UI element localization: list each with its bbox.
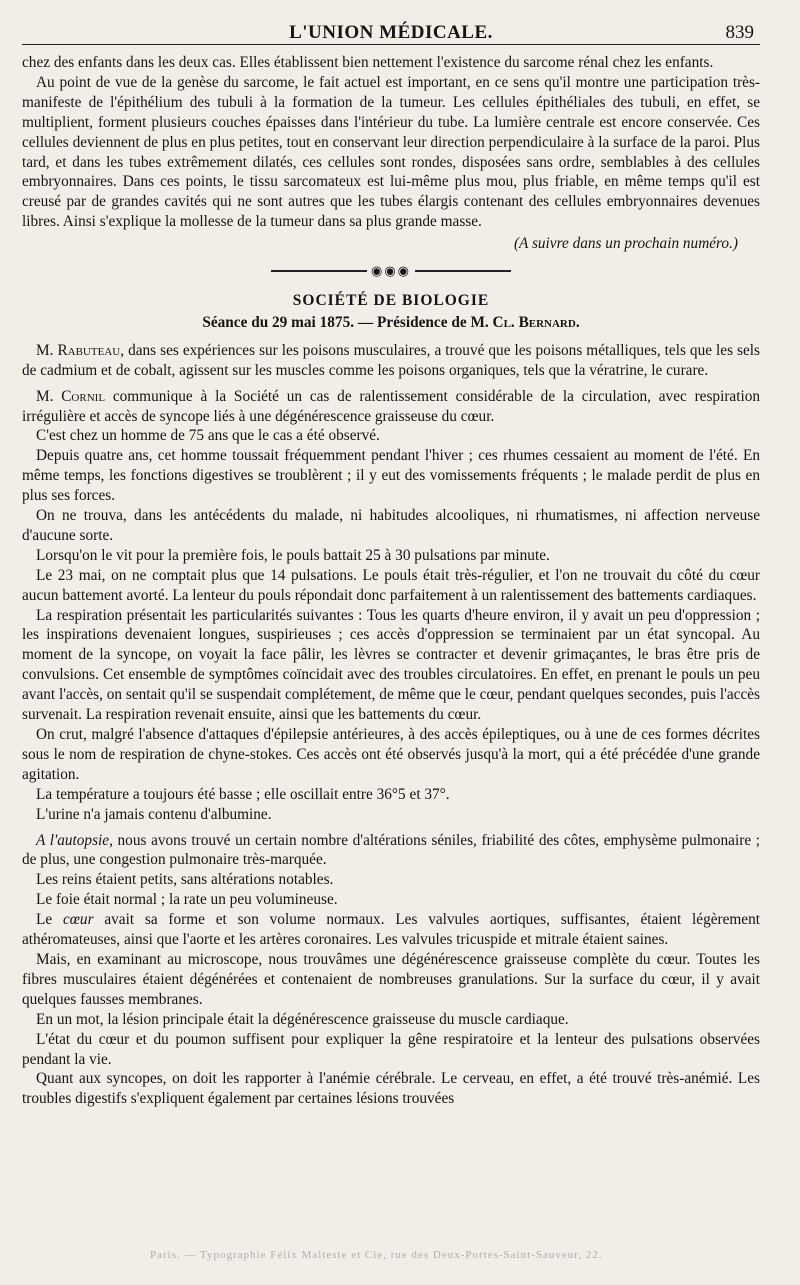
autopsy-lead: A l'autopsie, <box>36 831 113 849</box>
journal-title: L'UNION MÉDICALE. <box>289 22 493 43</box>
final-paragraph-3: L'état du cœur et du poumon suffisent pour expliquer la gêne respiratoire et la lenteur des pulsations observées pendant la vie. <box>22 1030 760 1068</box>
case-paragraph-2: Depuis quatre ans, cet homme toussait fréquemment pendant l'hiver ; ces rhumes cessaient au moment de l'été. En même temps, les fonctions digestives se troublèrent ; il y eut des vomissements fréquents ; le malade perdit de plus en plus ses forces. <box>22 447 760 505</box>
session-suffix: . <box>575 313 580 331</box>
intro-paragraph-2: Au point de vue de la genèse du sarcome, le fait actuel est important, en ce sens qu'il montre une participation très-manifeste de l'épithélium des tubuli à la formation de la tumeur. Les cellules épithéliales des tubuli, en effet, se multiplient, forment plusieurs couches épaisses dans l'intérieur du tube. La lumière centrale est encore conservée. Ces cellules deviennent de plus en plus petites, tout en conservant leur direction perpendiculaire à la surface de la paroi. Plus tard, et dans les tubes extrêmement dilatés, ces cellules sont rondes, disposées sans ordre, semblables à des cellules embryonnaires. Dans ces points, le tissu sarcomateux est lui-même plus mou, plus friable, en même temps qu'il est creusé par de grandes cavités qui ne sont autres que les tubes élargis contenant des cellules embryonnaires devenues libres. Ainsi s'explique la mollesse de la tumeur dans sa plus grande masse. <box>22 73 760 231</box>
heart-text: avait sa forme et son volume normaux. Les valvules aortiques, suffisantes, étaient légèrement athéromateuses, ainsi que l'aorte et les artères coronaires. Les valvules tricuspide et mitrale étaient saines. <box>22 911 760 949</box>
kidneys-paragraph: Les reins étaient petits, sans altérations notables. <box>36 871 334 889</box>
rabuteau-text: , dans ses expériences sur les poisons musculaires, a trouvé que les poisons métalliques, tels que les sels de cadmium et de cobalt, agissent sur les muscles comme les poisons organiques, tels que la vératrine, le curare. <box>22 341 761 379</box>
autopsy-text: nous avons trouvé un certain nombre d'altérations séniles, friabilité des côtes, emphysème pulmonaire ; de plus, une congestion pulmonaire très-marquée. <box>22 831 760 869</box>
rabuteau-prefix: M. <box>36 341 58 359</box>
cornil-prefix: M. <box>36 387 62 405</box>
case-paragraph-8: La température a toujours été basse ; elle oscillait entre 36°5 et 37°. <box>36 785 450 803</box>
session-prefix: Séance du 29 mai 1875. — Présidence de M. <box>202 313 493 331</box>
liver-paragraph: Le foie était normal ; la rate un peu volumineuse. <box>36 891 338 909</box>
page-number: 839 <box>725 22 754 43</box>
rabuteau-paragraph <box>22 341 760 381</box>
case-paragraph-6: La respiration présentait les particularités suivantes : Tous les quarts d'heure environ, il y avait un peu d'oppression ; les inspirations devenaient longues, suspirieuses ; ces accès d'oppression se terminaient par un état syncopal. Au moment de la syncope, on voyait la face pâlir, les lèvres se contracter et devenir grimaçantes, le bras être pris de convulsions. Cet ensemble de symptômes coïncidait avec des troubles circulatoires. En effet, en prenant le pouls un peu avant l'accès, on sentait qu'il se suspendait complétement, de même que le cœur, pendant quelques secondes, puis l'accès survenait. La respiration revenait ensuite, ainsi que les battements du cœur. <box>22 606 760 724</box>
final-paragraph-1: Mais, en examinant au microscope, nous trouvâmes une dégénérescence graisseuse complète du cœur. Toutes les fibres musculaires étaient dégénérées et contenaient de nombreuses granulations. Sur la surface du cœur, il y avait quelques fausses membranes. <box>22 950 760 1008</box>
session-line <box>22 313 760 333</box>
final-paragraph-2: En un mot, la lésion principale était la dégénérescence graisseuse du muscle cardiaque. <box>36 1010 569 1028</box>
bleed-through-footer: Paris. — Typographie Félix Malteste et Cie, rue des Deux-Portes-Saint-Sauveur, 22. <box>150 1249 603 1261</box>
case-paragraph-5: Le 23 mai, on ne comptait plus que 14 pulsations. Le pouls était très-régulier, et l'on ne trouvait du côté du cœur aucun battement avorté. La lenteur du pouls répondait donc parfaitement à un ralentissement des battements cardiaques. <box>22 566 760 604</box>
autopsy-paragraph <box>22 831 760 871</box>
cornil-text: communique à la Société un cas de ralentissement considérable de la circulation, avec respiration irrégulière et accès de syncope liés à une dégénérescence graisseuse du cœur. <box>22 387 761 425</box>
divider-line-left <box>271 270 367 272</box>
case-paragraph-4: Lorsqu'on le vit pour la première fois, le pouls battait 25 à 30 pulsations par minute. <box>36 546 550 564</box>
heart-word: cœur <box>62 911 94 929</box>
article-body <box>22 53 760 1109</box>
continuation-note: (A suivre dans un prochain numéro.) <box>513 235 738 253</box>
final-paragraph-4: Quant aux syncopes, on doit les rapporter à l'anémie cérébrale. Le cerveau, en effet, a été trouvé très-anémié. Les troubles digestifs s'expliquent également par certaines lésions trouvées <box>22 1070 760 1108</box>
case-paragraph-9: L'urine n'a jamais contenu d'albumine. <box>36 805 272 823</box>
divider-line-right <box>415 270 511 272</box>
rabuteau-name: Rabuteau <box>57 341 121 359</box>
heart-paragraph <box>22 910 760 950</box>
section-title: SOCIÉTÉ DE BIOLOGIE <box>292 291 490 309</box>
case-paragraph-3: On ne trouva, dans les antécédents du malade, ni habitudes alcooliques, ni rhumatismes, ni affection nerveuse d'aucune sorte. <box>22 507 760 544</box>
case-paragraph-7: On crut, malgré l'absence d'attaques d'épilepsie antérieures, à des accès épileptiques, ou à une de ces formes décrites sous le nom de respiration de chyne-stokes. Ces accès ont été observés jusqu'à la mort, qui a été précédée d'une grande agitation. <box>22 726 760 783</box>
divider-ornament: ◉◉◉ <box>370 263 412 279</box>
section-divider <box>22 261 760 281</box>
running-header <box>22 14 760 45</box>
case-paragraph-1: C'est chez un homme de 75 ans que le cas a été observé. <box>36 427 380 445</box>
cornil-name: Cornil <box>61 387 106 405</box>
session-president: Cl. Bernard <box>492 313 576 331</box>
intro-paragraph-1: chez des enfants dans les deux cas. Elles établissent bien nettement l'existence du sarcome rénal chez les enfants. <box>22 54 714 71</box>
cornil-paragraph <box>22 387 760 427</box>
heart-prefix: Le <box>36 911 63 929</box>
